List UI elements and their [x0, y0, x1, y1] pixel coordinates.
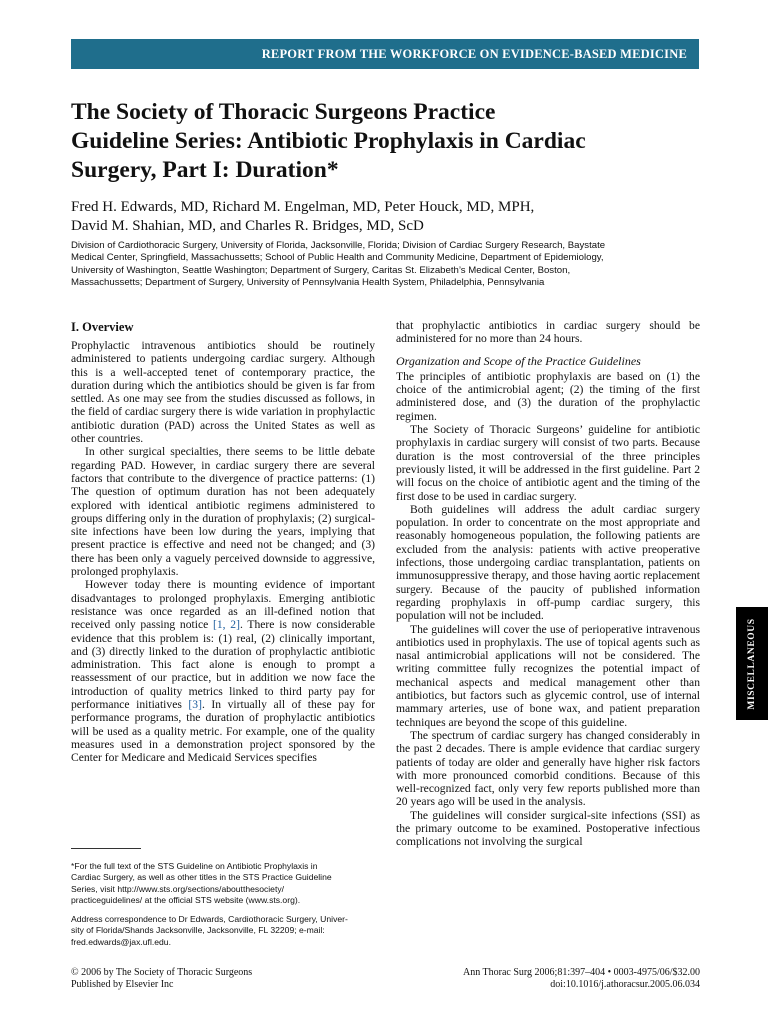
- paragraph: The spectrum of cardiac surgery has changed considerably in the past 2 decades. There is ample evidence that cardiac surgery patients of today are older and generally have higher risk factors with more pronounced comorbid conditions. Because of this well-recognized fact, only very few reports published more than 20 years ago will be used in the analysis.: [396, 728, 700, 809]
- correspondence-address: [71, 914, 375, 948]
- footnotes: [71, 861, 375, 956]
- footer-line: Published by Elsevier Inc: [71, 979, 174, 991]
- footnote-line: fred.edwards@jax.ufl.edu.: [71, 936, 171, 947]
- citation-link-1-2[interactable]: [1, 2]: [213, 618, 240, 632]
- article-title: [71, 98, 711, 185]
- title-line: The Society of Thoracic Surgeons Practice: [71, 99, 496, 125]
- affiliation-line: Medical Center, Springfield, Massachussetts; School of Public Health and Community Medicine, Department of Epidemiology,: [71, 252, 604, 264]
- footnote-line: Address correspondence to Dr Edwards, Cardiothoracic Surgery, Univer-: [71, 914, 348, 925]
- right-column: [396, 319, 700, 849]
- paragraph: The Society of Thoracic Surgeons’ guideline for antibiotic prophylaxis in cardiac surgery will consist of two parts. Because duration is the most controversial of the three principles previously listed, it will be addressed in the first guideline. Part 2 will focus on the choice of antibiotic agent and the timing of the first dose to be used in cardiac surgery.: [396, 423, 700, 503]
- footer-line: © 2006 by The Society of Thoracic Surgeons: [71, 967, 253, 978]
- paragraph: In other surgical specialties, there seems to be little debate regarding PAD. However, in cardiac surgery there are several factors that contribute to the divergence of practice patterns: (1) The question of optimum duration has not been adequately explored with identical antibiotic regimens administered to groups differing only in the duration of prophylaxis; (2) surgical-site infections have been low during the years, implying that present practice is effective and need not be changed; and (3) there has been only a vaguely perceived downside to aggressive, prolonged prophylaxis.: [71, 445, 375, 579]
- text-run: However today there is mounting evidence of important disadvantages to prolonged prophylaxis. Emerging antibiotic resistance was once regarded as an ill-defined notion that received only passing notice: [71, 578, 375, 632]
- author-line: Fred H. Edwards, MD, Richard M. Engelman, MD, Peter Houck, MD, MPH,: [71, 199, 535, 215]
- author-line: David M. Shahian, MD, and Charles R. Bridges, MD, ScD: [71, 217, 424, 234]
- section-heading-overview: I. Overview: [71, 320, 134, 334]
- banner-text: REPORT FROM THE WORKFORCE ON EVIDENCE-BASED MEDICINE: [261, 46, 687, 61]
- title-line: Guideline Series: Antibiotic Prophylaxis in Cardiac: [71, 128, 586, 154]
- side-tab-label: MISCELLANEOUS: [747, 617, 757, 710]
- footnote-line: Series, visit http://www.sts.org/sections/aboutthesociety/: [71, 883, 285, 894]
- footnote-divider: [71, 848, 141, 849]
- title-line: Surgery, Part I: Duration*: [71, 157, 339, 183]
- left-column: [71, 339, 375, 765]
- citation-footer: [396, 967, 700, 992]
- paragraph: Both guidelines will address the adult cardiac surgery population. In order to concentrate on the most appropriate and reasonably homogeneous population, the following patients are excluded from the analysis: patients with active preoperative infections, those undergoing cardiac transplantation, patients on immunosuppressive therapy, and those having aortic replacement surgery. Because of the paucity of published information regarding prophylaxis in off-pump cardiac surgery, this population will not be included.: [396, 502, 700, 623]
- author-list: [71, 198, 711, 235]
- footnote-line: *For the full text of the STS Guideline on Antibiotic Prophylaxis in: [71, 861, 318, 871]
- paragraph: that prophylactic antibiotics in cardiac surgery should be administered for no more than 24 hours.: [396, 319, 700, 346]
- footnote-line: sity of Florida/Shands Jacksonville, Jacksonville, FL 32209; e-mail:: [71, 925, 325, 936]
- paragraph: The guidelines will consider surgical-site infections (SSI) as the primary outcome to be examined. Postoperative infectious complications not involving the surgical: [396, 808, 700, 849]
- copyright-footer: [71, 967, 252, 992]
- citation-link-3[interactable]: [3]: [188, 698, 202, 712]
- affiliation-line: University of Washington, Seattle Washington; Department of Surgery, Caritas St. Elizabeth’s Medical Center, Boston,: [71, 264, 571, 276]
- footer-line: Ann Thorac Surg 2006;81:397–404 • 0003-4975/06/$32.00: [462, 967, 700, 978]
- paragraph: [71, 578, 375, 764]
- paragraph: The principles of antibiotic prophylaxis are based on (1) the choice of the antimicrobial agent; (2) the timing of the first administered dose, and (3) the duration of the prophylactic regimen.: [396, 369, 700, 423]
- affiliations: [71, 240, 711, 290]
- paragraph: The guidelines will cover the use of perioperative intravenous antibiotics used in prophylaxis. The use of topical agents such as nasal antimicrobial applications will not be considered. The writing committee fully recognizes the potential impact of mechanical aspects and medical management other than antibiotics, but factors such as glycemic control, use of internal mammary arteries, use of bone wax, and patient preparation techniques are beyond the scope of this guideline.: [396, 622, 700, 729]
- affiliation-line: Division of Cardiothoracic Surgery, University of Florida, Jacksonville, Florida; Division of Cardiac Surgery Research, Baystate: [71, 240, 606, 251]
- footnote-line: Cardiac Surgery, as well as other titles in the STS Practice Guideline: [71, 872, 332, 883]
- section-side-tab: [736, 607, 768, 720]
- paragraph: Prophylactic intravenous antibiotics should be routinely administered to patients undergoing cardiac surgery. Although this is a well-accepted tenet of contemporary practice, the duration during which the antibiotics should be given is far from settled. As one may see from the studies discussed as follows, in the field of cardiac surgery there is wide variation in prophylactic antibiotic duration (PAD) across the United States as well as other countries.: [71, 339, 375, 446]
- footnote-line: practiceguidelines/ at the official STS website (www.sts.org).: [71, 894, 301, 905]
- footnote-sts: [71, 861, 375, 906]
- text-run: . In virtually all of these pay for performance programs, the duration of prophylactic antibiotics will be used as a quality metric. For example, one of the quality measures used in a demonstration project sponsored by the Center for Medicare and Medicaid Services specifies: [71, 698, 375, 765]
- text-run: . There is now considerable evidence that this problem is: (1) real, (2) clinically important, and (3) directly linked to the duration of prophylactic antibiotic administration. This fact alone is enough to prompt a reassessment of our practice, but in addition we now face the introduction of quality metrics linked to third party pay for performance initiatives: [71, 618, 375, 712]
- subsection-heading: Organization and Scope of the Practice Guidelines: [396, 353, 641, 368]
- section-banner: [71, 39, 699, 69]
- affiliation-line: Massachussetts; Department of Surgery, University of Pennsylvania Health System, Philadelphia, Pennsylvania: [71, 277, 545, 289]
- footer-line: doi:10.1016/j.athoracsur.2005.06.034: [550, 979, 700, 991]
